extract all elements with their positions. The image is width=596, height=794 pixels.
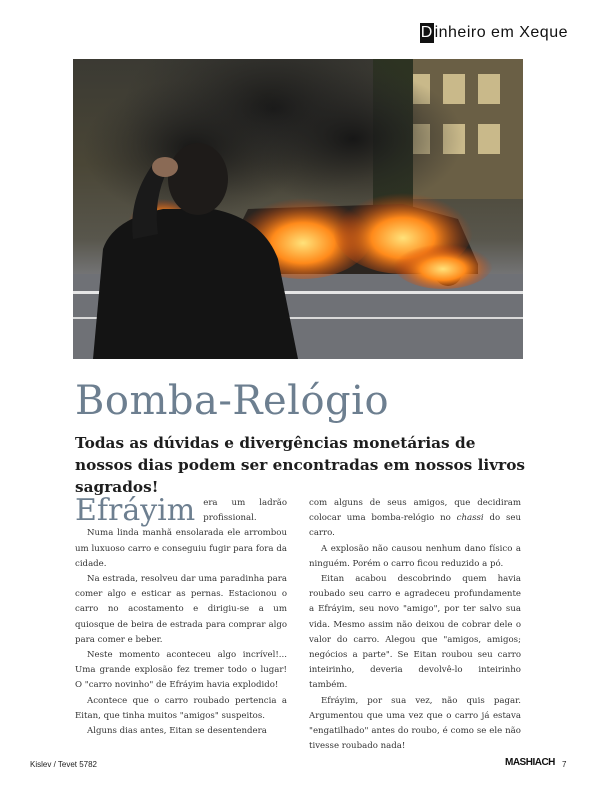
section-header — [420, 22, 568, 44]
burning-car-photo — [73, 59, 523, 359]
paragraph: Eitan acabou descobrindo quem havia roubado seu carro e agradeceu profundamente a Efráyim, seu novo "amigo", por ter salvo sua vida. Mesmo assim não deixou de cobrar dele o valor do carro. Alegou que "amigos, amigos; negócios a parte". Se Eitan roubou seu carro inteirinho, deveria devolvê-lo inteirinho também. — [309, 574, 521, 691]
first-paragraph-text: era um ladrão profissional. — [203, 498, 287, 524]
paragraph: Acontece que o carro roubado pertencia a Eitan, que tinha muitos "amigos" suspeitos. — [75, 695, 287, 721]
paragraph: A explosão não causou nenhum dano físico a ninguém. Porém o carro ficou reduzido a pó. — [309, 543, 521, 569]
article-headline: Bomba-Relógio — [75, 378, 390, 424]
article-column-1 — [75, 493, 287, 739]
article-column-2 — [309, 496, 521, 754]
text-run: do seu carro. — [309, 513, 522, 539]
page-number: 7 — [562, 760, 567, 769]
paragraph: Alguns dias antes, Eitan se desentendera — [87, 726, 267, 737]
paragraph: Na estrada, resolveu dar uma paradinha para comer algo e esticar as pernas. Estacionou o carro no acostamento e dirigiu-se a um quiosque de beira de estrada para comprar algo para comer e beber. — [75, 574, 287, 645]
first-paragraph — [75, 493, 287, 528]
paragraph: Neste momento aconteceu algo incrível!... Uma grande explosão fez tremer todo o lugar! O "carro novinho" de Efráyim havia explodido! — [75, 650, 287, 691]
lead-name: Efráyim — [75, 493, 196, 528]
paragraph: Efráyim, por sua vez, não quis pagar. Argumentou que uma vez que o carro já estava "engatilhado" antes do roubo, é como se ele não tivesse roubado nada! — [309, 695, 521, 752]
section-title: inheiro em Xeque — [434, 24, 568, 41]
article-subhead: Todas as dúvidas e divergências monetárias de nossos dias podem ser encontradas em nossos livros sagrados! — [75, 434, 526, 496]
magazine-logo: MASHIACH — [505, 757, 555, 768]
continued-paragraph — [309, 496, 521, 542]
section-initial-box: D — [420, 24, 433, 41]
text-run: com alguns de seus amigos, que decidiram colocar uma bomba-relógio no — [309, 498, 521, 524]
italic-term: chassi — [456, 513, 484, 524]
burning-car-illustration — [73, 59, 523, 359]
issue-date: Kislev / Tevet 5782 — [30, 760, 98, 769]
paragraph: Numa linda manhã ensolarada ele arrombou um luxuoso carro e conseguiu fugir para fora da cidade. — [75, 528, 287, 569]
